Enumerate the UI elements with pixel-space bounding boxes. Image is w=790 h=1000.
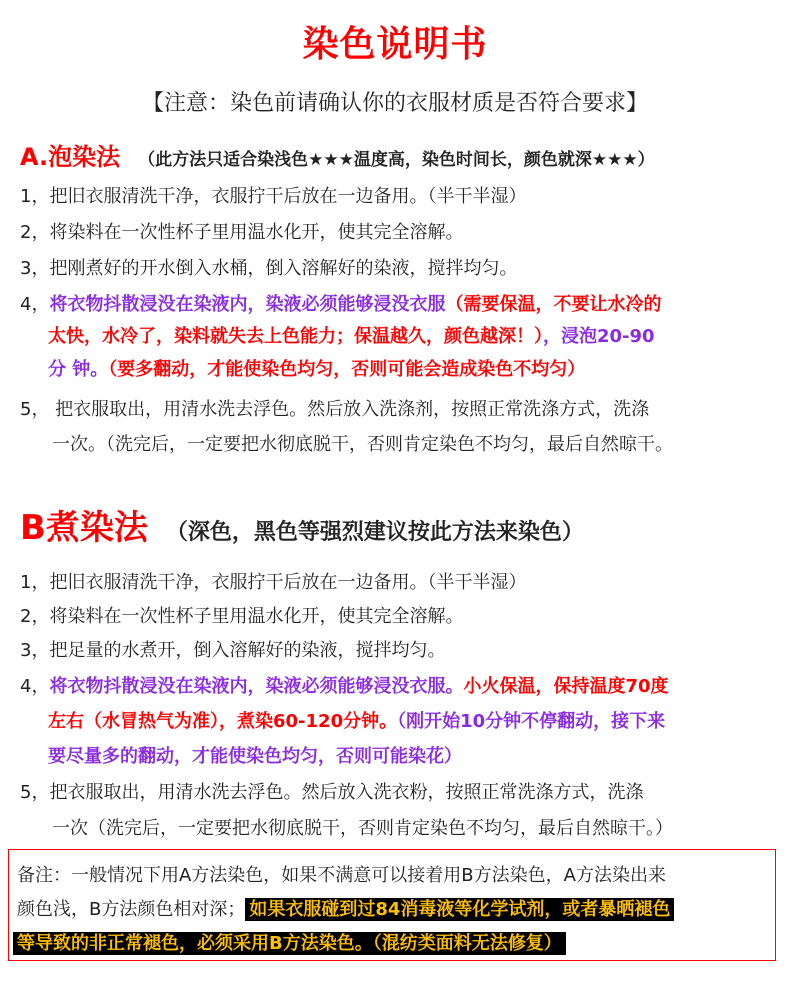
method-b-step-4-temperature: 小火保温，保持温度70度 bbox=[463, 676, 669, 697]
notice-line: 【注意：染色前请确认你的衣服材质是否符合要求】 bbox=[141, 91, 648, 116]
method-a-step-4-warning-cont: 太快，水冷了，染料就失去上色能力；保温越久，颜色越深！） bbox=[48, 326, 543, 347]
remark-highlight: 如果衣服碰到过84消毒液等化学试剂，或者暴晒褪色 bbox=[245, 898, 674, 921]
method-a-step-4-number: 4， bbox=[20, 294, 50, 315]
method-b-step-4-line-2 bbox=[48, 707, 665, 733]
method-a-step-5-line-1: 5， 把衣服取出，用清水洗去浮色。然后放入洗涤剂，按照正常洗涤方式，洗涤 bbox=[20, 399, 650, 420]
method-b-step-1: 1，把旧衣服清洗干净，衣服拧干后放在一边备用。（半干半湿） bbox=[20, 572, 527, 593]
method-a-step-5-line-2: 一次。（洗完后，一定要把水彻底脱干，否则肯定染色不均匀，最后自然晾干。 bbox=[52, 434, 673, 455]
method-a-step-4-emphasis: 将衣物抖散浸没在染液内，染液必须能够浸没衣服 bbox=[49, 294, 446, 315]
method-b-step-5-line-1: 5，把衣服取出，用清水洗去浮色。然后放入洗衣粉，按照正常洗涤方式，洗涤 bbox=[20, 782, 644, 803]
method-b-step-5-line-2: 一次（洗完后，一定要把水彻底脱干，否则肯定染色不均匀，最后自然晾干。） bbox=[52, 818, 673, 839]
method-a-step-3: 3，把刚煮好的开水倒入水桶，倒入溶解好的染液，搅拌均匀。 bbox=[20, 258, 518, 279]
method-b-step-4-line-3 bbox=[48, 742, 462, 768]
remark-line-2 bbox=[17, 895, 674, 921]
remark-highlight-cont: 等导致的非正常褪色，必须采用B方法染色。（混纺类面料无法修复） bbox=[13, 932, 566, 955]
method-a-note: （此方法只适合染浅色★★★温度高，染色时间长，颜色就深★★★） bbox=[138, 150, 655, 170]
method-a-step-1: 1，把旧衣服清洗干净，衣服拧干后放在一边备用。（半干半湿） bbox=[20, 186, 527, 207]
method-b-heading bbox=[20, 500, 584, 549]
method-a-step-4-stir-note: （要多翻动，才能使染色均匀，否则可能会造成染色不均匀） bbox=[108, 359, 586, 380]
method-b-note: （深色，黑色等强烈建议按此方法来染色） bbox=[165, 520, 584, 545]
method-a-step-4-warning: （需要保温，不要让水冷的 bbox=[445, 294, 662, 315]
remark-line-2-text: 颜色浅，B方法颜色相对深； bbox=[17, 899, 246, 920]
method-b-step-3: 3，把足量的水煮开，倒入溶解好的染液，搅拌均匀。 bbox=[20, 640, 446, 661]
method-b-step-4-number: 4， bbox=[20, 676, 50, 697]
remark-box bbox=[8, 849, 776, 961]
method-b-step-4-stir-note: （刚开始10分钟不停翻动，接下来 bbox=[397, 711, 666, 732]
method-a-title: A.泡染法 bbox=[20, 143, 121, 171]
method-b-title: B煮染法 bbox=[20, 508, 148, 548]
method-a-step-4-line-1 bbox=[20, 290, 661, 316]
method-b-step-4-stir-note-cont: 要尽量多的翻动，才能使染色均匀，否则可能染花） bbox=[48, 746, 462, 767]
method-a-step-4-line-2 bbox=[48, 322, 655, 348]
method-a-step-2: 2，将染料在一次性杯子里用温水化开，使其完全溶解。 bbox=[20, 222, 464, 243]
method-b-step-4-emphasis: 将衣物抖散浸没在染液内，染液必须能够浸没衣服。 bbox=[49, 676, 464, 697]
method-a-step-4-duration-cont: 分 钟。 bbox=[48, 359, 109, 380]
method-b-step-4-line-1 bbox=[20, 672, 669, 698]
method-a-step-4-line-3 bbox=[48, 355, 585, 381]
method-a-step-4-duration: ，浸泡20-90 bbox=[543, 326, 655, 347]
method-b-step-2: 2，将染料在一次性杯子里用温水化开，使其完全溶解。 bbox=[20, 606, 464, 627]
method-a-heading bbox=[20, 137, 655, 172]
page-title: 染色说明书 bbox=[302, 24, 488, 65]
remark-line-3 bbox=[13, 929, 566, 955]
remark-line-1: 备注：一般情况下用A方法染色，如果不满意可以接着用B方法染色，A方法染出来 bbox=[17, 865, 666, 886]
method-b-step-4-temperature-cont: 左右（水冒热气为准），煮染60-120分钟。 bbox=[48, 711, 398, 732]
